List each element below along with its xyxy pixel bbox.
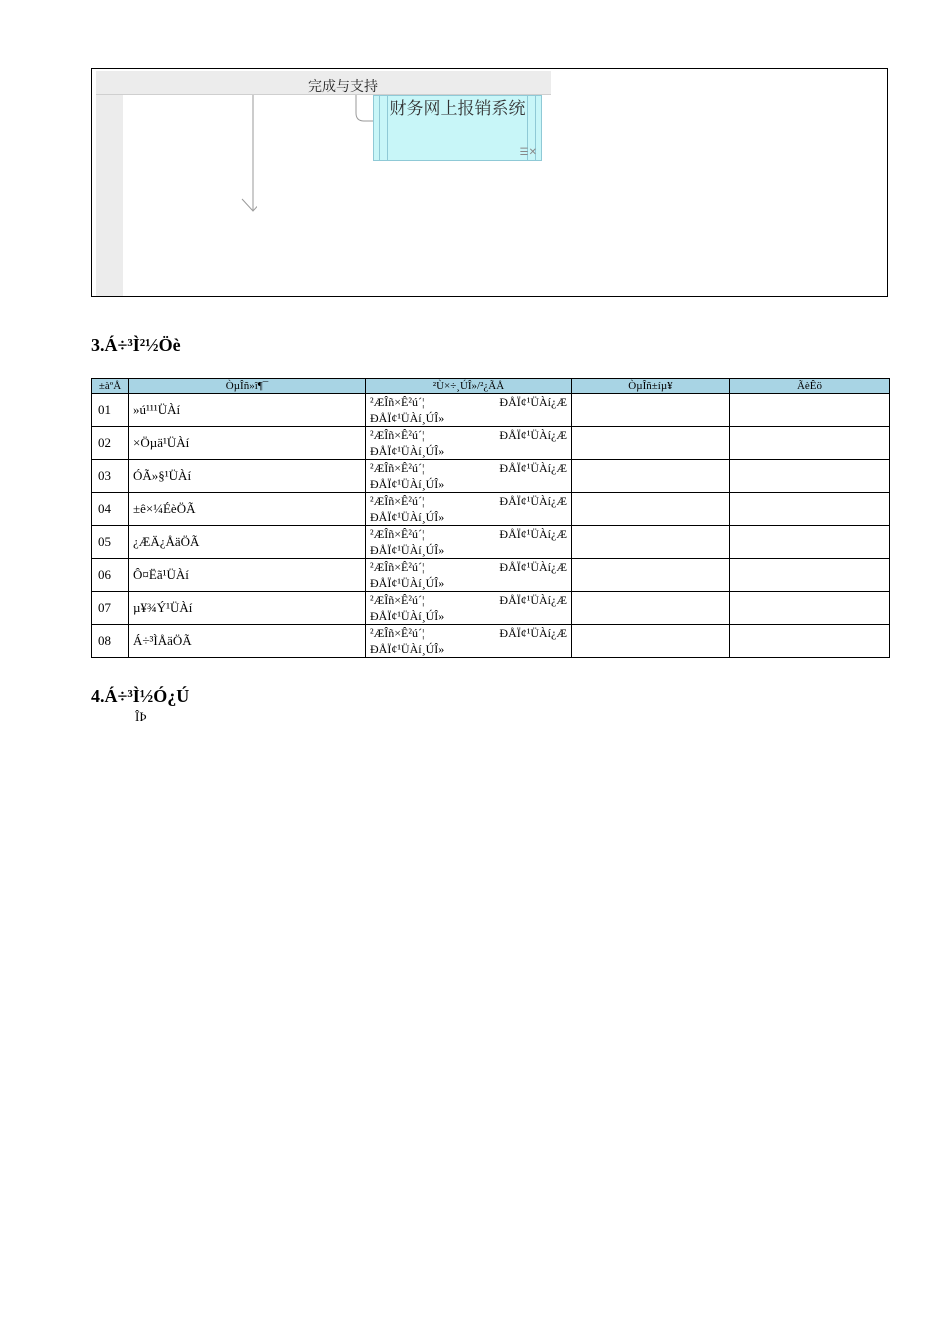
table-row bbox=[92, 427, 890, 460]
row-desc bbox=[730, 493, 890, 526]
flow-arrow-icon bbox=[237, 95, 257, 213]
row-role: ²ÆÎñ×Ê²ú´¦ ÐÅÏ¢¹ÜÀí¿Æ ÐÅÏ¢¹ÜÀí¸ÚÎ» bbox=[366, 493, 572, 526]
section-3-heading: 3.Á÷³Ì²½Öè bbox=[91, 335, 181, 355]
column-header: ÒµÎñ±íµ¥ bbox=[572, 379, 730, 394]
table-row bbox=[92, 592, 890, 625]
section-4-heading: 4.Á÷³Ì½Ó¿Ú bbox=[91, 686, 190, 706]
row-id: 08 bbox=[92, 625, 129, 658]
table-row bbox=[92, 559, 890, 592]
row-activity: »ú¹¹¹ÜÀí bbox=[129, 394, 366, 427]
swimlane-header bbox=[96, 71, 551, 95]
table-row bbox=[92, 460, 890, 493]
row-id: 07 bbox=[92, 592, 129, 625]
row-activity: ×Öµä¹ÜÀí bbox=[129, 427, 366, 460]
table-row bbox=[92, 394, 890, 427]
row-id: 05 bbox=[92, 526, 129, 559]
row-form bbox=[572, 460, 730, 493]
row-desc bbox=[730, 625, 890, 658]
section-4-body: ÎÞ bbox=[135, 709, 147, 724]
swimlane-title: 完成与支持 bbox=[308, 78, 378, 94]
row-desc bbox=[730, 427, 890, 460]
flow-diagram bbox=[91, 68, 888, 297]
row-id: 01 bbox=[92, 394, 129, 427]
row-activity: Ô¤Ëã¹ÜÀí bbox=[129, 559, 366, 592]
row-activity: ±ê×¼ÉèÖÃ bbox=[129, 493, 366, 526]
row-form bbox=[572, 394, 730, 427]
table-row bbox=[92, 493, 890, 526]
row-desc bbox=[730, 460, 890, 493]
row-activity: ÓÃ»§¹ÜÀí bbox=[129, 460, 366, 493]
row-form bbox=[572, 559, 730, 592]
row-form bbox=[572, 625, 730, 658]
row-activity: Á÷³ÌÅäÖÃ bbox=[129, 625, 366, 658]
row-form bbox=[572, 592, 730, 625]
row-desc bbox=[730, 592, 890, 625]
column-header: ±àºÅ bbox=[92, 379, 129, 394]
row-form bbox=[572, 493, 730, 526]
row-role: ²ÆÎñ×Ê²ú´¦ ÐÅÏ¢¹ÜÀí¿Æ ÐÅÏ¢¹ÜÀí¸ÚÎ» bbox=[366, 559, 572, 592]
process-marker-icon: ☰✕ bbox=[519, 147, 537, 158]
row-form bbox=[572, 427, 730, 460]
process-steps-table bbox=[91, 378, 890, 658]
row-role: ²ÆÎñ×Ê²ú´¦ ÐÅÏ¢¹ÜÀí¿Æ ÐÅÏ¢¹ÜÀí¸ÚÎ» bbox=[366, 592, 572, 625]
row-role: ²ÆÎñ×Ê²ú´¦ ÐÅÏ¢¹ÜÀí¿Æ ÐÅÏ¢¹ÜÀí¸ÚÎ» bbox=[366, 625, 572, 658]
process-label: 财务网上报销系统 bbox=[389, 99, 526, 119]
row-id: 04 bbox=[92, 493, 129, 526]
row-activity: µ¥¾Ý¹ÜÀí bbox=[129, 592, 366, 625]
row-desc bbox=[730, 394, 890, 427]
table-row bbox=[92, 625, 890, 658]
column-header: ÃèÊö bbox=[730, 379, 890, 394]
row-role: ²ÆÎñ×Ê²ú´¦ ÐÅÏ¢¹ÜÀí¿Æ ÐÅÏ¢¹ÜÀí¸ÚÎ» bbox=[366, 427, 572, 460]
row-role: ²ÆÎñ×Ê²ú´¦ ÐÅÏ¢¹ÜÀí¿Æ ÐÅÏ¢¹ÜÀí¸ÚÎ» bbox=[366, 394, 572, 427]
column-header: ²Ù×÷¸ÚÎ»/²¿ÃÅ bbox=[366, 379, 572, 394]
swimlane-strip bbox=[96, 95, 123, 296]
table-row bbox=[92, 526, 890, 559]
column-header: ÒµÎñ»î¶¯ bbox=[129, 379, 366, 394]
process-node[interactable] bbox=[373, 95, 542, 161]
row-id: 02 bbox=[92, 427, 129, 460]
row-desc bbox=[730, 559, 890, 592]
row-form bbox=[572, 526, 730, 559]
table-header-row bbox=[92, 379, 890, 394]
row-activity: ¿ÆÄ¿ÅäÖÃ bbox=[129, 526, 366, 559]
row-id: 06 bbox=[92, 559, 129, 592]
row-desc bbox=[730, 526, 890, 559]
row-role: ²ÆÎñ×Ê²ú´¦ ÐÅÏ¢¹ÜÀí¿Æ ÐÅÏ¢¹ÜÀí¸ÚÎ» bbox=[366, 460, 572, 493]
row-id: 03 bbox=[92, 460, 129, 493]
row-role: ²ÆÎñ×Ê²ú´¦ ÐÅÏ¢¹ÜÀí¿Æ ÐÅÏ¢¹ÜÀí¸ÚÎ» bbox=[366, 526, 572, 559]
